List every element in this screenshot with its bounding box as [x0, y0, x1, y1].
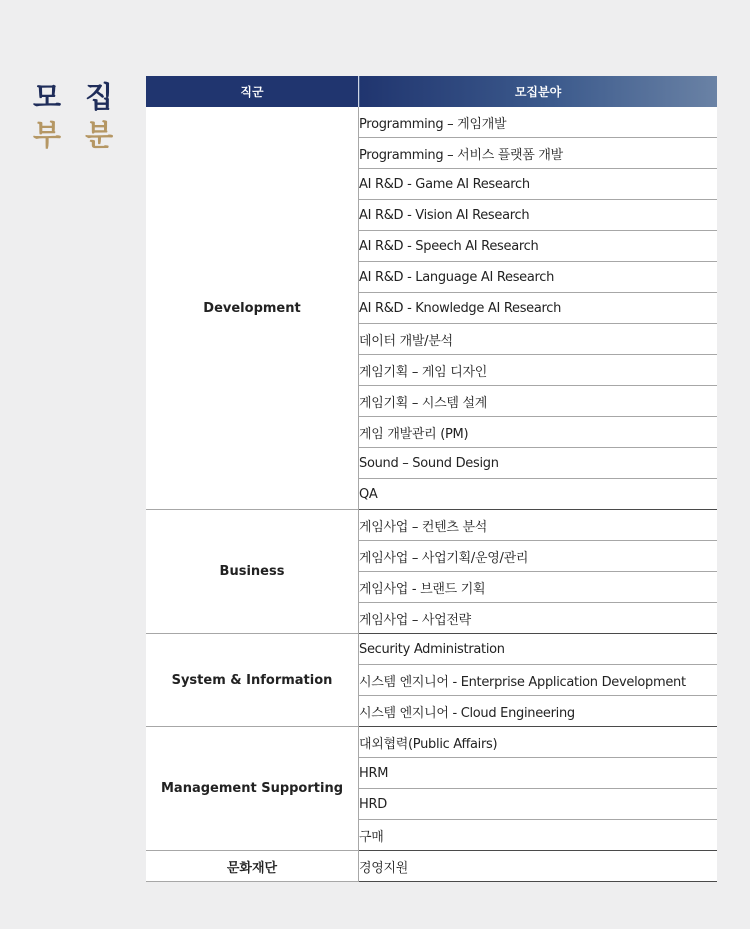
header-job-group: 직군 — [146, 76, 359, 107]
recruit-field-cell: Programming – 게임개발 — [359, 107, 718, 138]
table-row — [146, 851, 717, 882]
job-group-cell: System & Information — [146, 634, 359, 727]
recruit-field-cell: 게임기획 – 게임 디자인 — [359, 355, 718, 386]
recruit-field-cell: AI R&D - Vision AI Research — [359, 200, 718, 231]
recruit-field-cell: AI R&D - Knowledge AI Research — [359, 293, 718, 324]
section-title — [33, 78, 120, 154]
job-group-cell: 문화재단 — [146, 851, 359, 882]
recruit-field-cell: 시스템 엔지니어 - Cloud Engineering — [359, 696, 718, 727]
recruit-field-cell: 게임사업 – 사업전략 — [359, 603, 718, 634]
job-group-cell: Business — [146, 510, 359, 634]
recruit-field-cell: HRM — [359, 758, 718, 789]
table-row — [146, 634, 717, 665]
recruitment-table — [146, 76, 717, 882]
recruit-field-cell: HRD — [359, 789, 718, 820]
recruit-field-cell: 게임 개발관리 (PM) — [359, 417, 718, 448]
header-recruit-field: 모집분야 — [359, 76, 718, 107]
table-row — [146, 107, 717, 138]
recruit-field-cell: 대외협력(Public Affairs) — [359, 727, 718, 758]
recruit-field-cell: 게임사업 - 브랜드 기획 — [359, 572, 718, 603]
job-group-cell: Development — [146, 107, 359, 510]
recruit-field-cell: 경영지원 — [359, 851, 718, 882]
recruit-field-cell: AI R&D - Language AI Research — [359, 262, 718, 293]
table-body — [146, 107, 717, 882]
recruit-field-cell: 구매 — [359, 820, 718, 851]
table-header-row — [146, 76, 717, 107]
job-group-cell: Management Supporting — [146, 727, 359, 851]
recruit-field-cell: 게임기획 – 시스템 설계 — [359, 386, 718, 417]
recruit-field-cell: AI R&D - Speech AI Research — [359, 231, 718, 262]
recruit-field-cell: AI R&D - Game AI Research — [359, 169, 718, 200]
table-row — [146, 727, 717, 758]
section-title-line1: 모 집 — [33, 80, 121, 114]
recruit-field-cell: 게임사업 – 사업기획/운영/관리 — [359, 541, 718, 572]
recruit-field-cell: 게임사업 – 컨텐츠 분석 — [359, 510, 718, 541]
recruit-field-cell: 데이터 개발/분석 — [359, 324, 718, 355]
recruit-field-cell: 시스템 엔지니어 - Enterprise Application Development — [359, 665, 718, 696]
table-row — [146, 510, 717, 541]
recruit-field-cell: Sound – Sound Design — [359, 448, 718, 479]
section-title-line2: 부 분 — [33, 118, 121, 152]
recruit-field-cell: Programming – 서비스 플랫폼 개발 — [359, 138, 718, 169]
recruit-field-cell: Security Administration — [359, 634, 718, 665]
recruit-field-cell: QA — [359, 479, 718, 510]
